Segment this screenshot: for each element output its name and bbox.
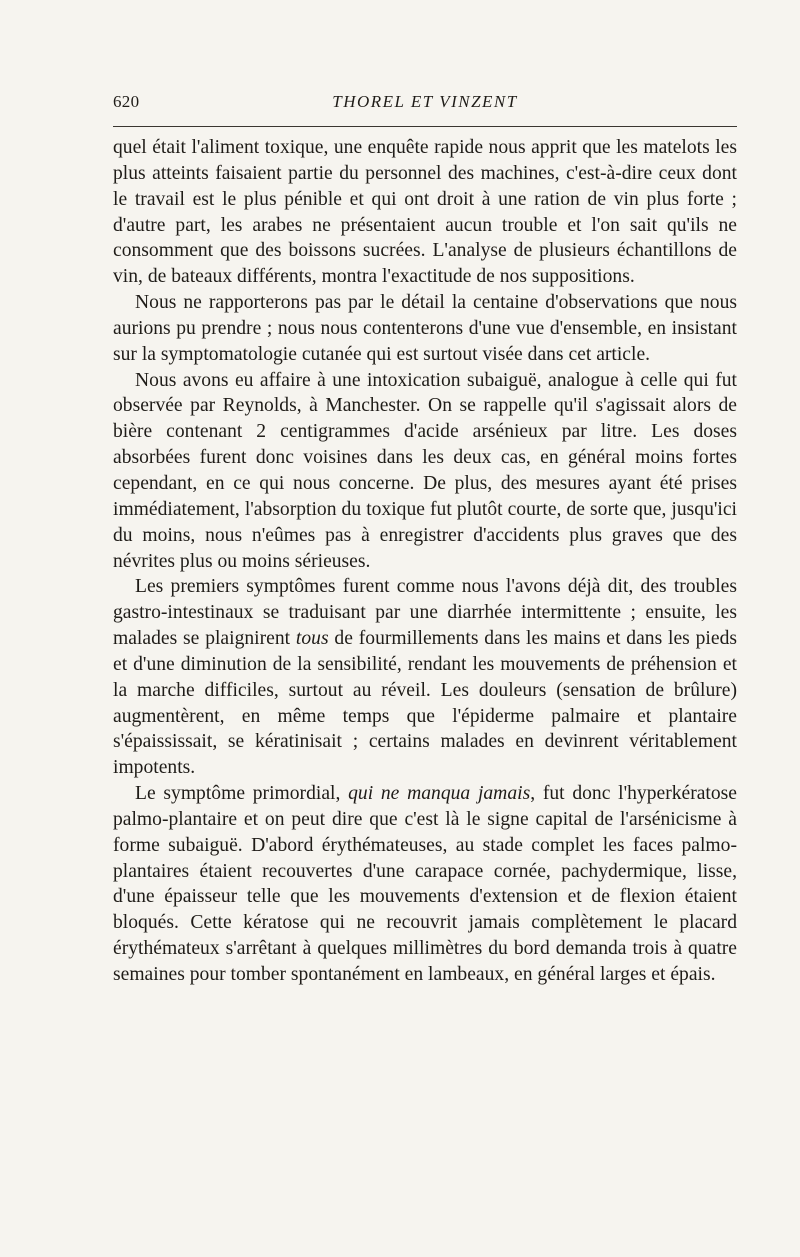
paragraph-3: Nous avons eu affaire à une intoxication subaiguë, analogue à celle qui fut observée par Reynolds, à Manchester. On se rappelle qu'il s'agissait alors de bière contenant 2 centigrammes d'acide arsénieux par litre. Les doses absorbées furent donc voisines dans les deux cas, en général moins fortes cependant, en ce qui nous concerne. De plus, des mesures ayant été prises immédiatement, l'absorption du toxique fut plutôt courte, de sorte que, jusqu'ici du moins, nous n'eûmes pas à enregistrer d'accidents plus graves que des névrites plus ou moins sérieuses.	[113, 369, 737, 572]
paragraph-5-text-before: Le symptôme primordial,	[135, 783, 349, 805]
paragraph-4-emphasis: tous	[295, 628, 329, 650]
paragraph-5-text-after: , fut donc l'hyperkératose palmo-plantaire et on peut dire que c'est là le signe capital de l'arsénicisme à forme subaiguë. D'abord érythémateuses, au stade complet les faces palmo-plantaires étaient recouvertes d'une carapace cornée, pachydermique, lisse, d'une épaisseur telle que les mouvements d'extension et de flexion étaient bloqués. Cette kératose qui ne recouvrit jamais complètement le placard érythémateux s'arrêtant à quelques millimètres du bord demanda trois à quatre semaines pour tomber spontanément en lambeaux, en général larges et épais.	[113, 783, 737, 985]
page-number: 620	[113, 92, 140, 111]
paragraph-5	[113, 781, 737, 988]
paragraph-5-emphasis: qui ne manqua jamais	[348, 783, 531, 805]
paragraph-4-text-before: Les premiers symptômes furent comme nous l'avons déjà dit, des troubles gastro-intestinaux se traduisant par une diarrhée intermittente ; ensuite, les malades se plaignirent	[113, 576, 737, 650]
paragraph-2: Nous ne rapporterons pas par le détail la centaine d'observations que nous aurions pu prendre ; nous nous contenterons d'une vue d'ensemble, en insistant sur la symptomatologie cutanée qui est surtout visée dans cet article.	[113, 292, 737, 365]
paragraph-4-text-after: de fourmillements dans les mains et dans les pieds et d'une diminution de la sensibilité, rendant les mouvements de préhension et la marche difficiles, surtout au réveil. Les douleurs (sensation de brûlure) augmentèrent, en même temps que l'épiderme palmaire et plantaire s'épaississait, se kératinisait ; certains malades en devinrent véritablement impotents.	[113, 628, 737, 779]
running-title: THOREL ET VINZENT	[332, 92, 518, 111]
header-rule	[113, 126, 737, 127]
paragraph-4	[113, 574, 737, 781]
paragraph-1: quel était l'aliment toxique, une enquête rapide nous apprit que les matelots les plus atteints faisaient partie du personnel des machines, c'est-à-dire ceux dont le travail est le plus pénible et qui ont droit à une ration de vin plus forte ; d'autre part, les arabes ne présentaient aucun trouble et l'on sait qu'ils ne consomment que des boissons sucrées. L'analyse de plusieurs échantillons de vin, de bateaux différents, montra l'exactitude de nos suppositions.	[113, 137, 737, 288]
body-text	[113, 135, 737, 988]
page-header	[113, 92, 737, 118]
